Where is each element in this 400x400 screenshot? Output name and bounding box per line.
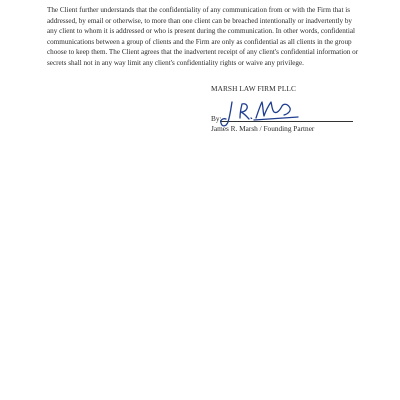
by-label: By: <box>211 114 222 123</box>
confidentiality-paragraph: The Client further understands that the confidentiality of any communication from or with the Firm that is addressed, by email or otherwise, to more than one client can be breached intentionally or inadvertently by any client to whom it is addressed or who is present during the communication. In other words, confidential communications between a group of clients and the Firm are only as confidential as all clients in the group choose to keep them. The Client agrees that the inadvertent receipt of any client's confidential information or secrets shall not in any way limit any client's confidentiality rights or waive any privilege. <box>47 6 359 67</box>
signer-name-title: James R. Marsh / Founding Partner <box>211 124 315 133</box>
firm-name: MARSH LAW FIRM PLLC <box>211 84 296 93</box>
